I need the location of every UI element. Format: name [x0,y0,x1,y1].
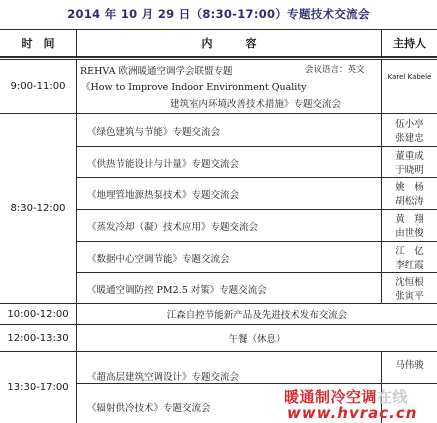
hosts-column [382,114,437,303]
host-name: 胡松涛 [395,196,424,207]
header-time: 时 间 [0,30,77,56]
rehva-line: REHVA 欧洲暖通空调学会联盟专题 [80,66,233,77]
host-name: 江 亿 [395,246,424,257]
table-row [0,304,437,325]
page-title: 2014 年 10 月 29 日（8:30-17:00）专题技术交流会 [67,7,370,21]
host-name: 张寅平 [395,291,424,302]
topic-radiant-cooling: 《辐射供冷技术》专题交流会 [87,403,211,414]
row-content: 江森自控节能新产品及先进技术发布交流会 [166,310,348,321]
row-host [382,60,437,113]
host-name: 于晓明 [395,165,424,176]
host-name: 马伟骏 [395,360,424,371]
watermark-url: www.hvrac.cn [287,404,418,422]
host-name: 李红霞 [395,260,424,271]
topic-heating: 《供热节能设计与计量》专题交流会 [87,159,240,170]
host-name: 黄 翔 [395,214,424,225]
row-time: 10:00-12:00 [0,304,77,324]
header-content: 内 容 [77,30,382,56]
row-time: 12:00-13:30 [0,325,77,351]
topic-evaporative: 《蒸发冷却（凝）技术应用》专题交流会 [87,222,259,233]
row-time: 13:30-17:00 [0,352,77,423]
watermark-cn: 暖通制冷空调 [284,388,378,406]
table-header-row [0,29,437,57]
host-name: Karel Kabele [387,73,432,81]
chinese-title: 建筑室内环境改善技术措施》专题交流会 [170,99,342,110]
host-name: 由世俊 [395,228,424,239]
row-content [77,60,382,113]
host-name: 董重成 [395,151,424,162]
topic-ground-source: 《地埋管地源热泵技术》专题交流会 [87,190,240,201]
topic-high-rise: 《超高层建筑空调设计》专题交流会 [87,372,240,383]
morning-block [0,114,437,304]
row-content: 午餐（休息） [228,334,286,345]
row-time: 8:30-12:00 [0,114,77,303]
topics-column [77,114,382,303]
english-title: 《How to Improve Indoor Environment Quality [81,82,307,93]
row-time: 9:00-11:00 [0,60,77,113]
language-note: 会议语言：英文 [305,65,365,75]
topic-green-building: 《绿色建筑与节能》专题交流会 [87,127,221,138]
host-name: 张建忠 [395,133,424,144]
topic-data-center: 《数据中心空调节能》专题交流会 [87,254,230,265]
watermark-online: 在线 [377,388,409,406]
table-row [0,325,437,352]
schedule-table [0,29,437,423]
header-host: 主持人 [393,37,426,50]
host-name: 姚 杨 [395,182,424,193]
host-name: 沈恒根 [395,277,424,288]
table-row [0,57,437,114]
topic-pm25: 《暖通空调防控 PM2.5 对策》专题交流会 [87,285,267,296]
host-name: 伍小亭 [395,119,424,130]
